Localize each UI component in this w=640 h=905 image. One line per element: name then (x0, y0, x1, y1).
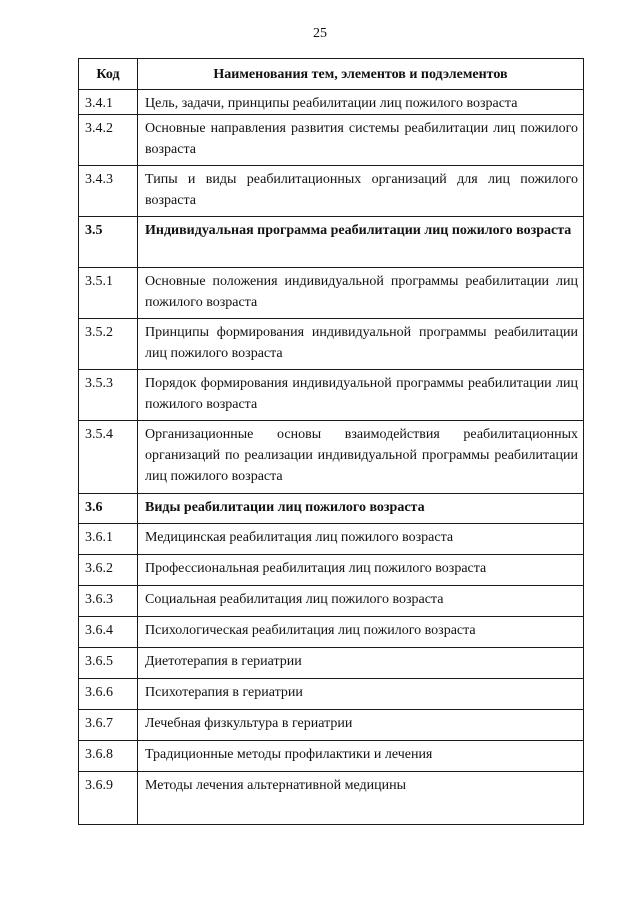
row-name: Методы лечения альтернативной медицины (138, 772, 584, 825)
table-row (79, 166, 584, 217)
row-name: Традиционные методы профилактики и лечения (138, 741, 584, 772)
table-row (79, 679, 584, 710)
row-name: Цель, задачи, принципы реабилитации лиц пожилого возраста (138, 90, 584, 115)
row-code: 3.6.6 (79, 679, 138, 710)
row-code: 3.6.1 (79, 524, 138, 555)
row-name: Основные направления развития системы реабилитации лиц пожилого возраста (138, 115, 584, 166)
table-section-row (79, 217, 584, 268)
table-row (79, 710, 584, 741)
row-name: Социальная реабилитация лиц пожилого возраста (138, 586, 584, 617)
row-code: 3.6.3 (79, 586, 138, 617)
row-code: 3.6.5 (79, 648, 138, 679)
row-code: 3.6.9 (79, 772, 138, 825)
table-header-row (79, 59, 584, 90)
row-name: Принципы формирования индивидуальной программы реабилитации лиц пожилого возраста (138, 319, 584, 370)
row-name: Организационные основы взаимодействия реабилитационных организаций по реализации индивидуальной программы реабилитации лиц пожилого возраста (138, 421, 584, 494)
row-name: Порядок формирования индивидуальной программы реабилитации лиц пожилого возраста (138, 370, 584, 421)
row-code: 3.4.1 (79, 90, 138, 115)
row-code: 3.6.8 (79, 741, 138, 772)
table-row (79, 741, 584, 772)
row-code: 3.5.3 (79, 370, 138, 421)
topics-table (78, 58, 584, 825)
table-row (79, 319, 584, 370)
row-name: Профессиональная реабилитация лиц пожилого возраста (138, 555, 584, 586)
table-row (79, 648, 584, 679)
name-column-header: Наименования тем, элементов и подэлементов (138, 59, 584, 90)
table-row (79, 617, 584, 648)
row-code: 3.4.3 (79, 166, 138, 217)
row-code: 3.6.2 (79, 555, 138, 586)
row-code: 3.6 (79, 494, 138, 524)
row-name: Индивидуальная программа реабилитации лиц пожилого возраста (138, 217, 584, 268)
table-row (79, 421, 584, 494)
row-name: Виды реабилитации лиц пожилого возраста (138, 494, 584, 524)
row-name: Основные положения индивидуальной программы реабилитации лиц пожилого возраста (138, 268, 584, 319)
page-number: 25 (313, 26, 327, 41)
table-row (79, 370, 584, 421)
table-section-row (79, 494, 584, 524)
table-body (79, 90, 584, 825)
table-row (79, 586, 584, 617)
row-code: 3.5 (79, 217, 138, 268)
row-code: 3.4.2 (79, 115, 138, 166)
table-row (79, 772, 584, 825)
row-name: Типы и виды реабилитационных организаций для лиц пожилого возраста (138, 166, 584, 217)
row-code: 3.5.4 (79, 421, 138, 494)
row-name: Психотерапия в гериатрии (138, 679, 584, 710)
row-name: Лечебная физкультура в гериатрии (138, 710, 584, 741)
row-code: 3.5.2 (79, 319, 138, 370)
table-row (79, 115, 584, 166)
row-name: Диетотерапия в гериатрии (138, 648, 584, 679)
table-row (79, 90, 584, 115)
row-name: Психологическая реабилитация лиц пожилого возраста (138, 617, 584, 648)
row-code: 3.5.1 (79, 268, 138, 319)
code-column-header: Код (79, 59, 138, 90)
table-row (79, 524, 584, 555)
table-row (79, 555, 584, 586)
row-code: 3.6.4 (79, 617, 138, 648)
row-name: Медицинская реабилитация лиц пожилого возраста (138, 524, 584, 555)
table-row (79, 268, 584, 319)
row-code: 3.6.7 (79, 710, 138, 741)
